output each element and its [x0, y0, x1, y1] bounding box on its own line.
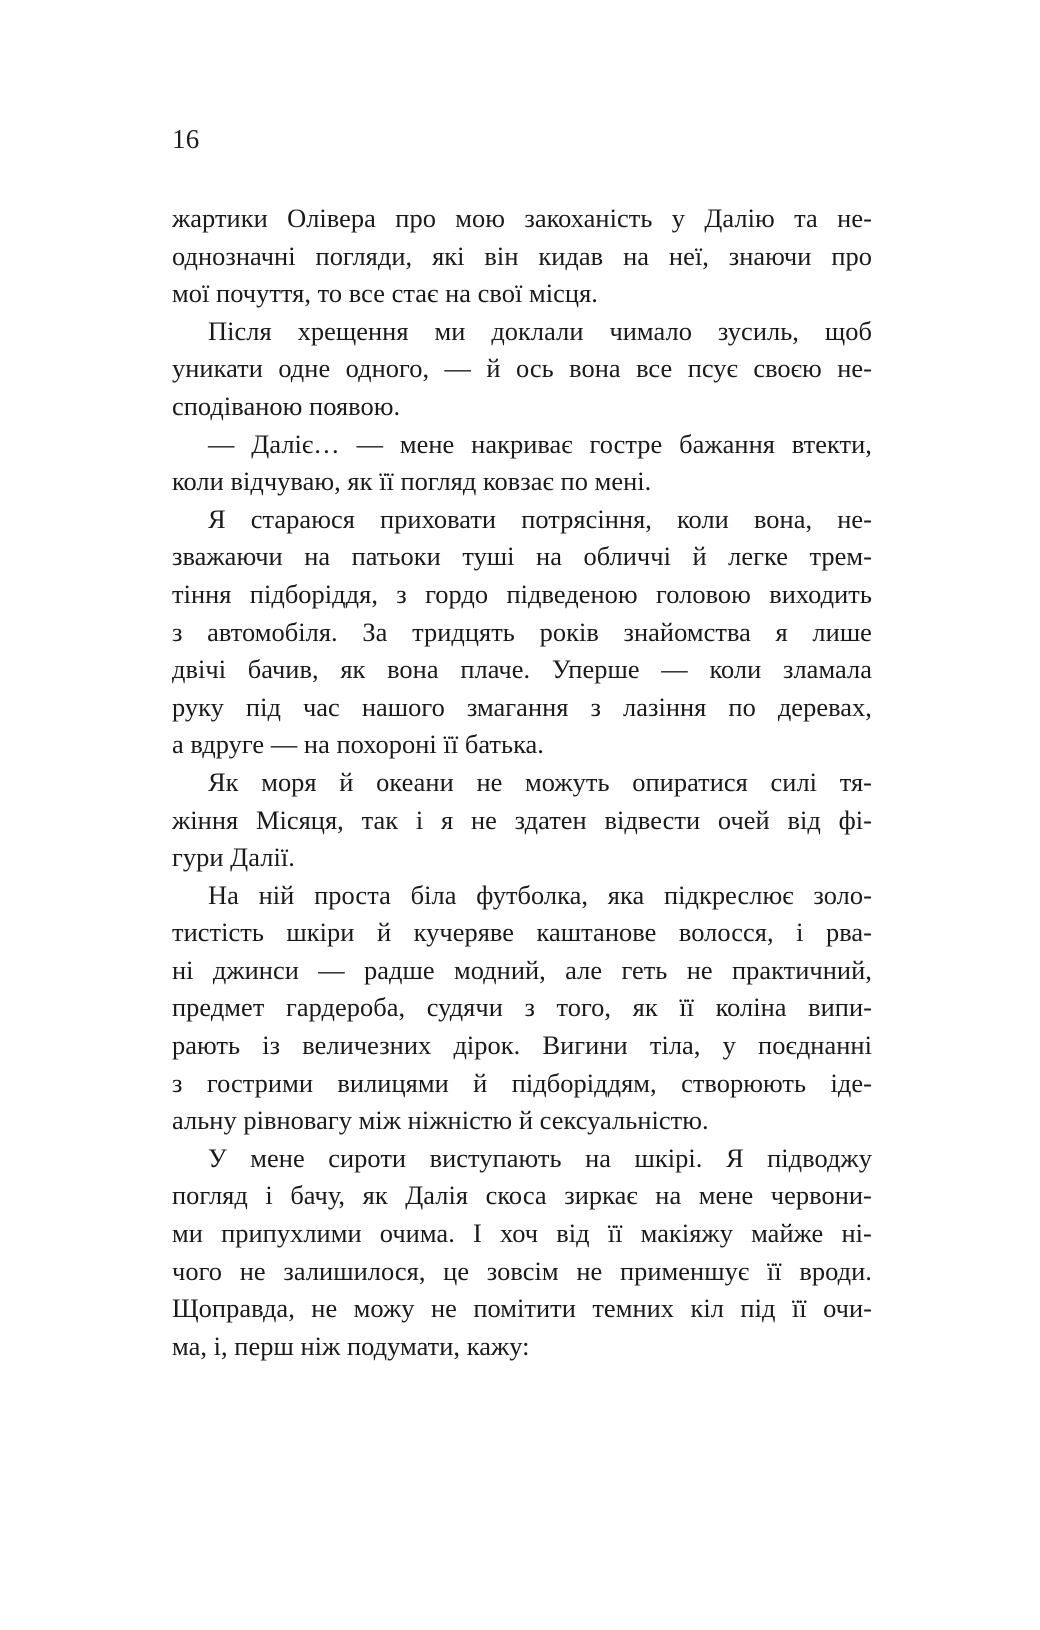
text-line: Після хрещення ми доклали чимало зусиль, щоб: [208, 315, 872, 346]
text-line: Я стараюся приховати потрясіння, коли вона, не-: [208, 503, 872, 534]
paragraph: [172, 877, 872, 1140]
text-line: тистість шкіри й кучеряве каштанове волосся, і рва-: [172, 917, 872, 948]
text-line: зважаючи на патьоки туші на обличчі й легке трем-: [172, 541, 872, 572]
text-line: руку під час нашого змагання з лазіння по деревах,: [172, 691, 872, 722]
paragraph: [172, 501, 872, 764]
text-line: предмет гардероба, судячи з того, як її коліна випи-: [172, 992, 872, 1023]
text-line: з автомобіля. За тридцять років знайомства я лише: [172, 616, 872, 647]
text-line: двічі бачив, як вона плаче. Уперше — коли зламала: [172, 654, 872, 685]
paragraph: [172, 200, 872, 313]
paragraph: [172, 313, 872, 426]
text-line: а вдруге — на похороні її батька.: [172, 729, 544, 760]
text-line: погляд і бачу, як Далія скоса зиркає на мене червони-: [172, 1180, 872, 1211]
text-line: альну рівновагу між ніжністю й сексуальністю.: [172, 1105, 709, 1136]
text-line: коли відчуваю, як її погляд ковзає по мені.: [172, 466, 652, 497]
text-line: мої почуття, то все стає на свої місця.: [172, 278, 598, 309]
page-number: 16: [172, 124, 200, 154]
text-line: рають із величезних дірок. Вигини тіла, у поєднанні: [172, 1030, 872, 1061]
text-line: ні джинси — радше модний, але геть не практичний,: [172, 954, 872, 985]
text-line: жартики Олівера про мою закоханість у Далію та не-: [172, 203, 872, 233]
text-line: Як моря й океани не можуть опиратися силі тя-: [208, 766, 872, 797]
text-line: гури Далії.: [172, 842, 295, 873]
text-line: з гострими вилицями й підборіддям, створюють іде-: [172, 1067, 872, 1098]
text-line: На ній проста біла футболка, яка підкреслює золо-: [208, 879, 872, 910]
text-line: чого не залишилося, це зовсім не применшує її вроди.: [172, 1255, 872, 1286]
body-text-block: [172, 200, 872, 1365]
text-line: ма, і, перш ніж подумати, кажу:: [172, 1330, 530, 1361]
text-line: уникати одне одного, — й ось вона все псує своєю не-: [172, 353, 872, 384]
text-line: ми припухлими очима. І хоч від її макіяжу майже ні-: [172, 1218, 872, 1249]
text-line: однозначні погляди, які він кидав на неї, знаючи про: [172, 240, 872, 271]
paragraph: [172, 1140, 872, 1366]
text-line: — Даліє… — мене накриває гостре бажання втекти,: [208, 428, 872, 459]
text-line: тіння підборіддя, з гордо підведеною головою виходить: [172, 578, 872, 609]
text-line: жіння Місяця, так і я не здатен відвести очей від фі-: [172, 804, 872, 835]
paragraph: [172, 426, 872, 501]
text-line: сподіваною появою.: [172, 390, 401, 421]
paragraph: [172, 764, 872, 877]
text-line: Щоправда, не можу не помітити темних кіл під її очи-: [172, 1293, 872, 1324]
text-line: У мене сироти виступають на шкірі. Я підводжу: [208, 1142, 872, 1173]
